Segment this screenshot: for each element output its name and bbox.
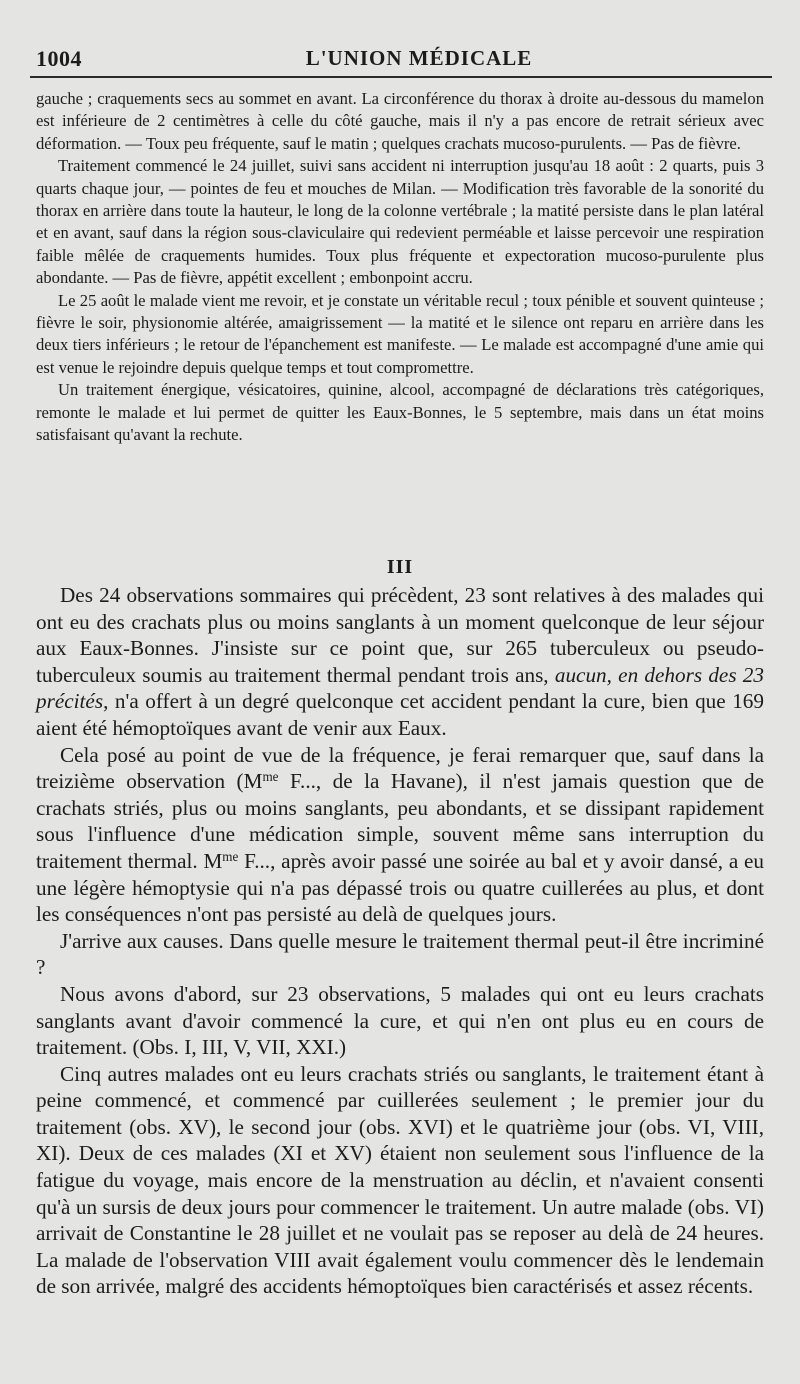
page-number: 1004 (36, 46, 82, 71)
small-paragraph: Traitement commencé le 24 juillet, suivi sans accident ni interruption jusqu'au 18 août : 2 quarts, puis 3 quarts chaque jour, — pointes de feu et mouches de Milan. — Modification très favorable de la sonorité du thorax en arrière dans toute la hauteur, le long de la colonne vertébrale ; la matité persiste dans le plan latéral et en avant, sauf dans la région sous-claviculaire qui redevient perméable et laisse percevoir une respiration faible mêlée de craquements humides. Toux plus fréquente et expectoration mucoso-purulente plus abondante. — Pas de fièvre, appétit excellent ; embonpoint accru. (36, 156, 764, 288)
text-run: Des 24 observations sommaires qui précèdent, 23 sont relatives à des malades qui ont eu des crachats plus ou moins sanglants à un moment quelconque de leur séjour aux Eaux-Bonnes. J'insiste sur ce point que, sur 265 tuberculeux ou pseudo-tuberculeux soumis au traitement thermal pendant trois ans, (36, 583, 764, 687)
case-observation-text (36, 88, 764, 447)
body-paragraph: Cinq autres malades ont eu leurs crachats striés ou sanglants, le traitement étant à peine commencé, et commencé par cuillerées seulement ; le premier jour du traitement (obs. XV), le second jour (obs. XVI) et le quatrième jour (obs. VI, VIII, XI). Deux de ces malades (XI et XV) étaient non seulement sous l'influence de la fatigue du voyage, mais encore de la menstruation au déclin, et n'avaient consenti qu'à un sursis de deux jours pour commencer le traitement. Un autre malade (obs. VI) arrivait de Constantine le 28 juillet et ne voulait pas se reposer au delà de 24 heures. La malade de l'observation VIII avait également voulu commencer dès le lendemain de son arrivée, malgré des accidents hémoptoïques bien caractérisés et assez récents. (36, 1061, 764, 1299)
text-run: Cela posé au point de vue de la fréquence, je ferai remarquer que, sauf dans la treizième observation (M (36, 742, 764, 794)
body-paragraph: Nous avons d'abord, sur 23 observations, 5 malades qui ont eu leurs crachats sanglants avant d'avoir commencé la cure, et qui n'en ont plus eu en cours de traitement. (Obs. I, III, V, VII, XXI.) (36, 981, 764, 1060)
small-paragraph: Un traitement énergique, vésicatoires, quinine, alcool, accompagné de déclarations très catégoriques, remonte le malade et lui permet de quitter les Eaux-Bonnes, le 5 septembre, mais dans un état moins satisfaisant qu'avant la rechute. (36, 380, 764, 445)
section-heading: III (386, 556, 414, 578)
superscript: me (222, 848, 239, 864)
text-run: , n'a offert à un degré quelconque cet accident pendant la cure, bien que 169 aient été hémoptoïques avant de venir aux Eaux. (36, 689, 764, 740)
small-paragraph: gauche ; craquements secs au sommet en avant. La circonférence du thorax à droite au-dessous du mamelon est inférieure de 2 centimètres à celle du côté gauche, mais il n'y a pas encore de retrait sérieux avec déformation. — Toux peu fréquente, sauf le matin ; quelques crachats mucoso-purulents. — Pas de fièvre. (36, 89, 764, 153)
small-paragraph: Le 25 août le malade vient me revoir, et je constate un véritable recul ; toux pénible et souvent quinteuse ; fièvre le soir, physionomie altérée, amaigrissement — la matité et le silence ont reparu en arrière dans les deux tiers inférieurs ; le retour de l'épanchement est manifeste. — Le malade est accompagné d'une amie qui est venue le rejoindre depuis quelque temps et tout compromettre. (36, 290, 764, 377)
body-paragraph: J'arrive aux causes. Dans quelle mesure le traitement thermal peut-il être incriminé ? (36, 928, 764, 980)
running-title: L'UNION MÉDICALE (305, 46, 533, 70)
body-paragraph (36, 742, 764, 928)
discussion-text (36, 582, 764, 1300)
italic-run: aucun, en dehors des 23 précités (36, 662, 764, 714)
text-run: F..., de la Havane), il n'est jamais question que de crachats striés, plus ou moins sanglants, peu abondants, et se dissipant rapidement sous l'influence d'une médication simple, souvent même sans interruption du traitement thermal. M (36, 769, 764, 873)
page-header (36, 44, 762, 72)
text-run: F..., après avoir passé une soirée au bal et y avoir dansé, a eu une légère hémoptysie qui n'a pas dépassé trois ou quatre cuillerées au plus, et dont les conséquences n'ont pas persisté au delà de quelques jours. (36, 848, 764, 927)
body-paragraph (36, 582, 764, 742)
superscript: me (262, 768, 279, 784)
header-rule (30, 76, 772, 78)
